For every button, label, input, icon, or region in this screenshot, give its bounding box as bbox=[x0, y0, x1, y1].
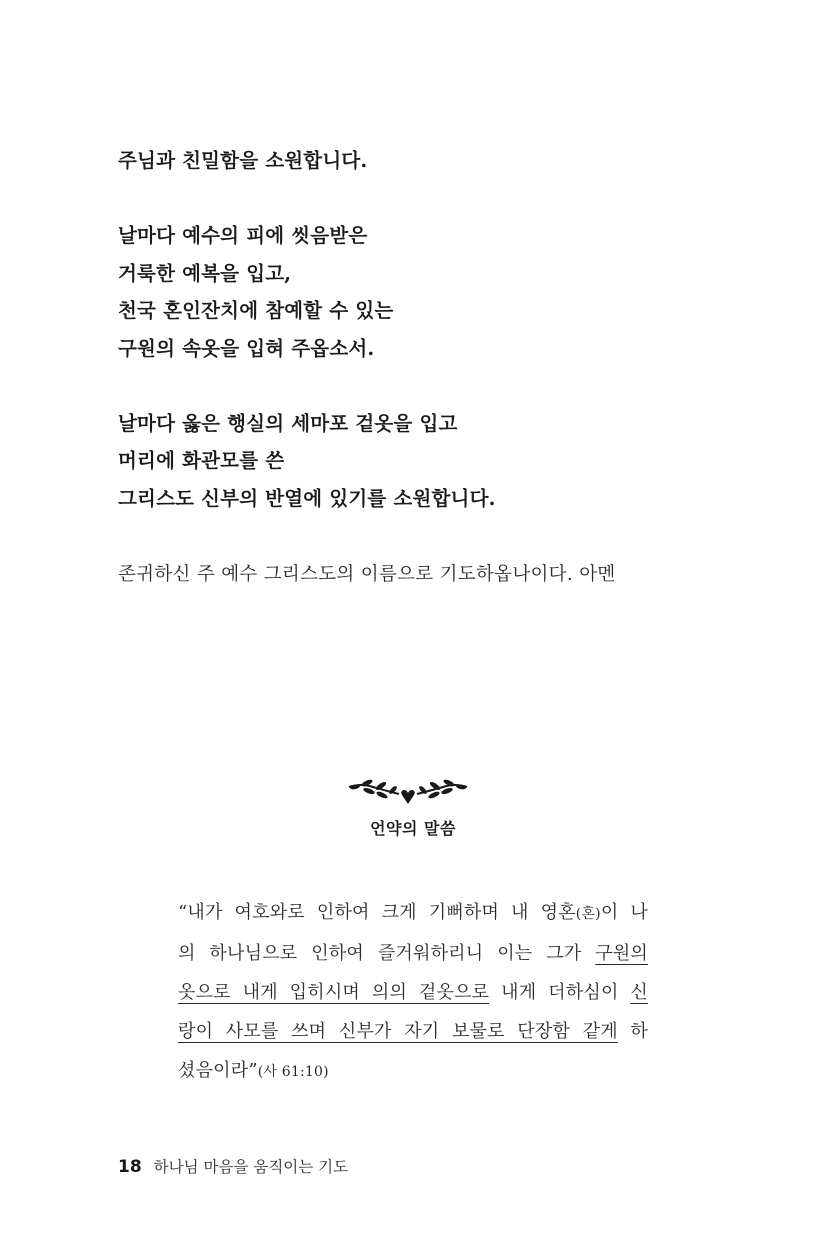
prayer-closing: 존귀하신 주 예수 그리스도의 이름으로 기도하옵나이다. 아멘 bbox=[118, 564, 616, 585]
scripture-quote bbox=[178, 893, 648, 1092]
verse-underlined-text: 신 bbox=[630, 982, 648, 1003]
verse-underlined-text: 랑이 사모를 쓰며 신부가 자기 보물로 단장함 같게 bbox=[178, 1021, 618, 1042]
prayer-line: 그리스도 신부의 반열에 있기를 소원합니다. bbox=[118, 486, 496, 510]
prayer-line: 거룩한 예복을 입고, bbox=[118, 261, 292, 285]
prayer-line: 구원의 속옷을 입혀 주옵소서. bbox=[118, 336, 375, 360]
verse-text: 이 나 bbox=[600, 902, 649, 923]
stanza-gap bbox=[118, 367, 758, 405]
page-number: 18 bbox=[118, 1157, 142, 1177]
verse-title: 언약의 말씀 bbox=[370, 819, 456, 838]
page-footer bbox=[118, 1155, 348, 1177]
verse-line bbox=[178, 1012, 648, 1051]
floral-divider-icon bbox=[347, 778, 469, 806]
verse-underlined-text: 옷으로 내게 입히시며 의의 겉옷으로 bbox=[178, 982, 490, 1003]
prayer-line: 주님과 친밀함을 소원합니다. bbox=[118, 149, 368, 172]
verse-paren: (혼) bbox=[575, 906, 601, 922]
verse-underlined-text: 구원의 bbox=[595, 943, 648, 964]
verse-reference: (사 61:10) bbox=[257, 1064, 329, 1080]
verse-line bbox=[178, 973, 648, 1012]
verse-line bbox=[178, 1051, 648, 1092]
prayer-text bbox=[118, 142, 758, 517]
verse-text: 하 bbox=[617, 1021, 648, 1042]
prayer-line: 날마다 예수의 피에 씻음받은 bbox=[118, 224, 368, 247]
verse-text: “내가 여호와로 인하여 크게 기뻐하며 내 영혼 bbox=[178, 902, 576, 923]
prayer-line: 천국 혼인잔치에 참예할 수 있는 bbox=[118, 299, 394, 322]
running-title: 하나님 마음을 움직이는 기도 bbox=[153, 1158, 349, 1176]
prayer-line: 머리에 화관모를 쓴 bbox=[118, 449, 285, 472]
verse-line bbox=[178, 893, 648, 934]
verse-line bbox=[178, 934, 648, 973]
verse-text: 내게 더하심이 bbox=[489, 982, 631, 1003]
verse-text: 셨음이라” bbox=[178, 1060, 258, 1081]
prayer-line: 날마다 옳은 행실의 세마포 겉옷을 입고 bbox=[118, 411, 458, 435]
stanza-gap bbox=[118, 180, 758, 218]
verse-text: 의 하나님으로 인하여 즐거워하리니 이는 그가 bbox=[178, 943, 596, 964]
